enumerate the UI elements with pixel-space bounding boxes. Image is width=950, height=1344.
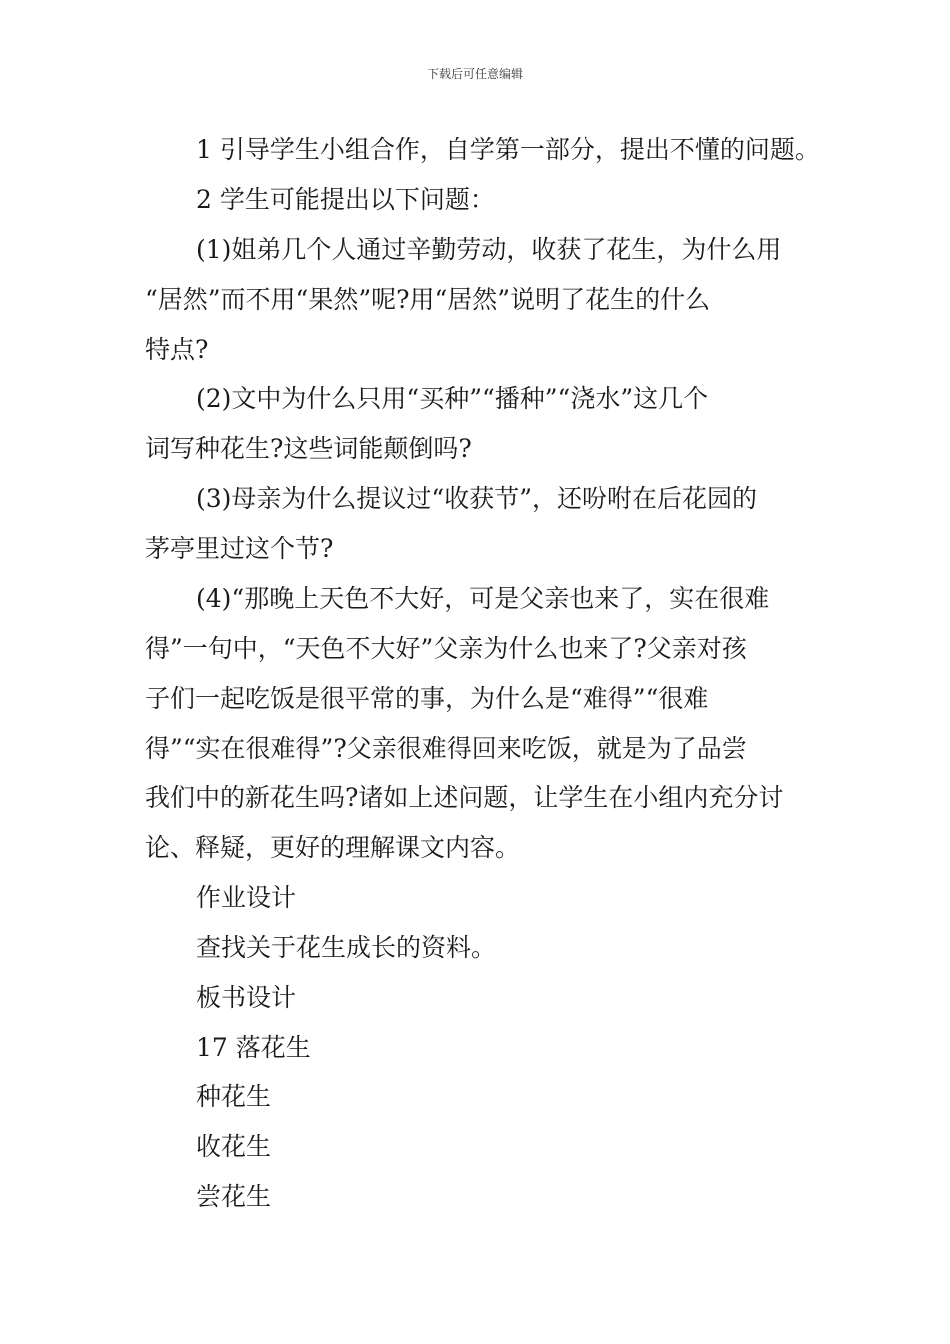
paragraph-line: 茅亭里过这个节? xyxy=(145,534,334,563)
paragraph-line: 得”一句中，“天色不大好”父亲为什么也来了?父亲对孩 xyxy=(145,634,747,663)
board-line: 尝花生 xyxy=(196,1182,272,1211)
paragraph-line: 我们中的新花生吗?诸如上述问题，让学生在小组内充分讨 xyxy=(145,783,784,812)
paragraph-line: 子们一起吃饭是很平常的事，为什么是“难得”“很难 xyxy=(145,684,709,713)
paragraph-line: (2)文中为什么只用“买种”“播种”“浇水”这几个 xyxy=(196,384,709,413)
section-heading: 板书设计 xyxy=(196,983,297,1012)
board-line: 收花生 xyxy=(196,1132,272,1161)
paragraph-line: 得”“实在很难得”?父亲很难得回来吃饭，就是为了品尝 xyxy=(145,734,747,763)
paragraph-line: 查找关于花生成长的资料。 xyxy=(196,933,497,962)
board-line: 种花生 xyxy=(196,1082,272,1111)
section-heading: 作业设计 xyxy=(196,883,297,912)
page-header: 下载后可任意编辑 xyxy=(426,67,523,81)
paragraph-line: 论、释疑，更好的理解课文内容。 xyxy=(145,833,521,862)
paragraph-line: 词写种花生?这些词能颠倒吗? xyxy=(145,434,472,463)
paragraph-line: (4)“那晚上天色不大好，可是父亲也来了，实在很难 xyxy=(196,584,770,613)
paragraph-line: 2 学生可能提出以下问题： xyxy=(196,185,495,214)
board-line: 17 落花生 xyxy=(196,1033,311,1062)
paragraph-line: (3)母亲为什么提议过“收获节”，还吩咐在后花园的 xyxy=(196,484,757,513)
paragraph-line: “居然”而不用“果然”呢?用“居然”说明了花生的什么 xyxy=(145,285,711,314)
paragraph-line: 特点? xyxy=(145,335,209,364)
paragraph-line: (1)姐弟几个人通过辛勤劳动，收获了花生，为什么用 xyxy=(196,235,782,264)
paragraph-line: 1 引导学生小组合作，自学第一部分，提出不懂的问题。 xyxy=(196,135,820,164)
